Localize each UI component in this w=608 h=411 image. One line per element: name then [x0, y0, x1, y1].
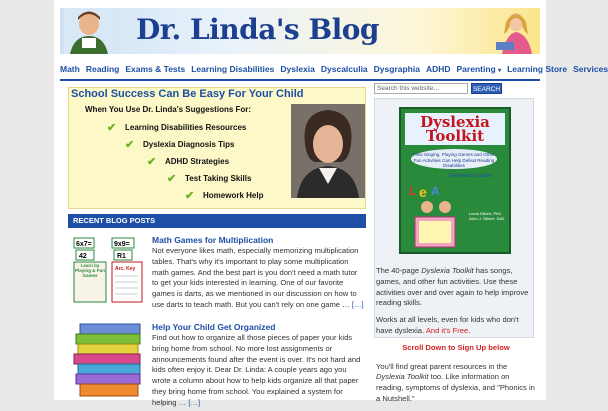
- scroll-signup-link[interactable]: Scroll Down to Sign Up below: [402, 342, 510, 352]
- post-title-math-games[interactable]: Math Games for Multiplication: [152, 235, 274, 245]
- thumb-card-text: 42: [79, 253, 87, 260]
- math-flashcards-thumbnail[interactable]: [72, 236, 146, 304]
- checkmark-icon: ✔: [107, 122, 117, 134]
- student-girl-photo: [492, 8, 538, 54]
- nav-item-services[interactable]: Services: [573, 64, 608, 74]
- read-more-link[interactable]: […]: [351, 299, 364, 309]
- toolkit-text: too. Like information on reading, symptoms of dyslexia, and "Phonics in a Nutshell.": [376, 372, 535, 403]
- promo-subtitle: When You Use Dr. Linda's Suggestions For:: [85, 105, 252, 114]
- thumb-card-text: R1: [117, 253, 126, 260]
- nav-item-dysgraphia[interactable]: Dysgraphia: [373, 64, 420, 74]
- toolkit-text: Works at all levels, even for kids who don't have dyslexia.: [376, 315, 519, 335]
- post-excerpt: [152, 246, 364, 311]
- binder-stack-thumbnail[interactable]: [72, 322, 146, 400]
- toolkit-title-em: Dyslexia Toolkit: [376, 372, 429, 382]
- post-title-get-organized[interactable]: Help Your Child Get Organized: [152, 322, 276, 332]
- nav-item-exams-tests[interactable]: Exams & Tests: [125, 64, 186, 74]
- checkmark-icon: ✔: [125, 139, 135, 151]
- sidebar: [372, 80, 546, 403]
- checkmark-icon: ✔: [185, 190, 195, 202]
- nav-item-learning-disabilities[interactable]: Learning Disabilities: [191, 64, 275, 74]
- post-excerpt: [152, 333, 364, 409]
- promo-box: [68, 87, 366, 209]
- chevron-down-icon: ▾: [498, 68, 502, 74]
- student-boy-photo: [64, 8, 114, 54]
- free-highlight: And it's Free.: [425, 325, 471, 335]
- nav-item-adhd[interactable]: ADHD: [425, 64, 451, 74]
- promo-item: Learning Disabilities Resources: [125, 123, 247, 132]
- read-more-link[interactable]: […]: [188, 397, 201, 407]
- toolkit-text: has songs, games, and other fun activities. Use these activities over and over again to help improve reading skills.: [376, 266, 529, 308]
- toolkit-title-em: Dyslexia Toolkit: [421, 266, 474, 275]
- dr-linda-portrait: [291, 104, 365, 198]
- nav-item-math[interactable]: Math: [60, 64, 80, 74]
- svg-text:A: A: [431, 184, 440, 198]
- promo-item: Homework Help: [203, 191, 264, 200]
- main-nav: [60, 60, 608, 78]
- thumb-card-text: 9x9=: [114, 241, 130, 248]
- toolkit-paragraph: [376, 315, 536, 337]
- toolkit-paragraph: [376, 266, 536, 309]
- site-header[interactable]: [60, 8, 540, 54]
- book-subtitle: How Singing, Playing Games and Other Fun Activities Can Help Defeat Reading Disabilities: [411, 149, 497, 169]
- thumb-card-text: Arc. Key: [115, 266, 136, 272]
- nav-item-learning-store[interactable]: Learning Store: [507, 64, 568, 74]
- thumb-book-text: Learn by Playing & Fun Games: [75, 263, 106, 279]
- svg-text:L: L: [409, 184, 417, 198]
- dyslexia-toolkit-book-cover[interactable]: [399, 107, 511, 254]
- promo-item: ADHD Strategies: [165, 157, 230, 166]
- promo-item: Test Taking Skills: [185, 174, 252, 183]
- nav-item-reading[interactable]: Reading: [85, 64, 120, 74]
- nav-item-parenting[interactable]: [457, 64, 502, 74]
- recent-posts-label: RECENT BLOG POSTS: [73, 216, 156, 225]
- post-excerpt-text: Find out how to organize all those pieces of paper your kids bring home from school. No more lost assignments or announcements found after the event is over. It's not hard and kids often enjoy it. Dear Dr. Linda: A couple years ago you wrote a column about how to help kids organize all that paper they bring home from school. You explained a system for helping …: [152, 333, 361, 407]
- nav-item-dyscalculia[interactable]: Dyscalculia: [320, 64, 368, 74]
- svg-text:e: e: [419, 184, 427, 200]
- book-authors: Linda Silbert, PhD Alvin J. Silbert, EdD: [469, 211, 505, 221]
- promo-item: Dyslexia Diagnosis Tips: [143, 140, 235, 149]
- checkmark-icon: ✔: [147, 156, 157, 168]
- nav-item-dyslexia[interactable]: Dyslexia: [280, 64, 315, 74]
- checkmark-icon: ✔: [167, 173, 177, 185]
- toolkit-description: [376, 266, 536, 411]
- search-input[interactable]: Search this website…: [374, 83, 468, 94]
- promo-title: School Success Can Be Easy For Your Child: [71, 88, 304, 100]
- book-grade: Elementary Grades: [449, 173, 493, 179]
- site-title[interactable]: Dr. Linda's Blog: [136, 13, 380, 46]
- toolkit-text: You'll find great parent resources in the: [376, 361, 508, 371]
- nav-item-parenting-label: Parenting: [456, 64, 496, 74]
- thumb-card-text: 6x7=: [76, 241, 92, 248]
- page: [54, 0, 608, 407]
- recent-posts-header: [68, 214, 366, 228]
- book-kids-illustration: [407, 181, 465, 251]
- toolkit-text: The 40-page: [376, 266, 422, 275]
- toolkit-paragraph: [376, 362, 536, 405]
- search-button[interactable]: SEARCH: [471, 83, 502, 94]
- book-title: Dyslexia Toolkit: [405, 113, 505, 145]
- post-excerpt-text: Not everyone likes math, especially memorizing multiplication tables. That's why it's important to play some multiplication math games. And the best part is you don't need a math tutor to get your kids interested in learning. One of our favorite games is darts, as we mentioned in our discussion on how to use darts to teach math. But you can't rely on one game …: [152, 246, 359, 309]
